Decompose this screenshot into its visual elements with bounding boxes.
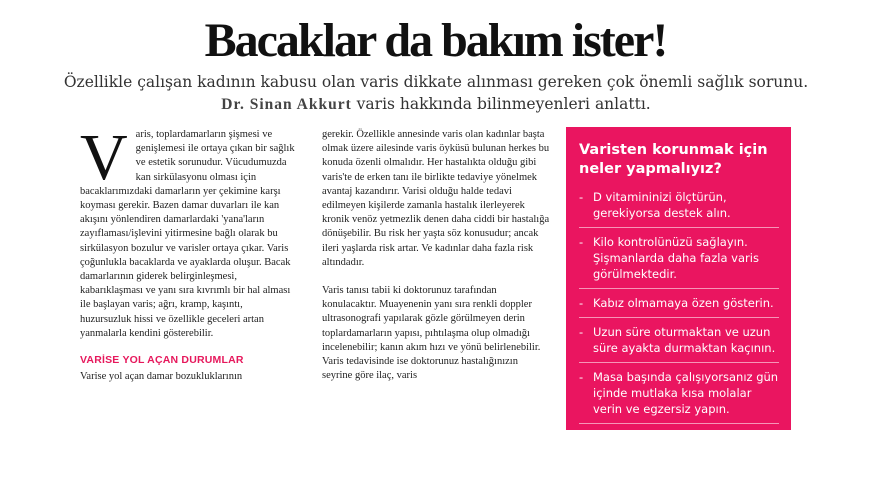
dash-bullet-icon: - — [579, 431, 584, 445]
paragraph: Varis tanısı tabii ki doktorunuz tarafından konulacaktır. Muayenenin yanı sıra renkli doppler ultrasonografi yapılarak gözle görülmeyen derin toplardamarların yapısı, pıhtılaşma olup olmadığı incelenebilir; kanın akım hızı ve yönü belirlenebilir. Varis tedavisinde ise doktorunuz hastalığınızın seyrine göre ilaç, varis — [322, 285, 541, 382]
body-column-1 — [80, 121, 295, 384]
list-item: - Kabız olmamaya özen gösterin. — [579, 295, 779, 318]
article-subtitle — [60, 71, 812, 116]
drop-cap: V — [80, 121, 128, 194]
article-title: Bacaklar da bakım ister! — [204, 14, 667, 67]
tips-list — [579, 189, 779, 484]
dash-bullet-icon: - — [579, 325, 584, 339]
section-heading: VARİSE YOL AÇAN DURUMLAR — [80, 354, 244, 367]
body-column-2 — [322, 128, 550, 383]
list-item: - D vitamininizi ölçtürün, gerekiyorsa destek alın. — [579, 189, 779, 228]
dash-bullet-icon: - — [579, 235, 584, 249]
paragraph: aris, toplardamarların şişmesi ve genişlemesi ile ortaya çıkan bir sağlık ve estetik sorunudur. Vücudumuzda kan sirkülasyonu olması için bacaklarımızdaki damarların yer çekimine karşı koyması gerekir. Bazen damar duvarları ile kan akışını yönlendiren damarlardaki 'yana'ların zayıflaması/işlevini yitirmesine bağlı olarak bu sirkülasyon bozulur ve varisler ortaya çıkar. Varis çoğunlukla bacaklarda ve ayaklarda oluşur. Bacak damarlarının giderek belirginleşmesi, kabarıklaşması ve yanı sıra kıvrımlı bir hal alması ile başlayan varis; ağrı, kramp, kaşıntı, huzursuzluk hissi ve özellikle geceleri artan yanmalarla kendini gösterebilir. — [80, 129, 295, 339]
paragraph: Varise yol açan damar bozukluklarının — [80, 371, 243, 383]
tips-sidebar — [566, 127, 791, 477]
list-item: - Topuklu ayakkabı kullanımını en aza indirgeyin ve özellikle yürürken rahat tabanlıklı bir — [579, 431, 777, 477]
author-name: Dr. Sinan Akkurt — [221, 96, 352, 113]
paragraph: gerekir. Özellikle annesinde varis olan kadınlar başta olmak üzere ailesinde varis öyküsü bulunan herkes bu konuda özenli olmalıdır. Her hastalıkta olduğu gibi varis'te de erken tanı ile birlikte tedaviye yönelmek avantaj kazandırır. Varisi olduğu halde tedavi edilmeyen kişilerde zamanla hastalık ilerleyerek kronik venöz yetmezlik denen daha ciddi bir hastalığa dönüşebilir. Bu risk her yaşta söz konusudur; ancak ileri yaşlarda risk artar. Ve kadınlar daha fazla risk altındadır. — [322, 129, 550, 268]
list-item: - Kilo kontrolünüzü sağlayın. Şişmanlarda daha fazla varis görülmektedir. — [579, 234, 779, 289]
dash-bullet-icon: - — [579, 190, 584, 204]
list-item: - Uzun süre oturmaktan ve uzun süre ayakta durmaktan kaçının. — [579, 324, 779, 363]
subtitle-lead: Özellikle çalışan kadının kabusu olan varis dikkate alınması gereken çok önemli sağlık sorunu. — [63, 73, 809, 91]
dash-bullet-icon: - — [579, 370, 584, 384]
list-item: - Masa başında çalışıyorsanız gün içinde mutlaka kısa molalar verin ve egzersiz yapın. — [579, 369, 779, 424]
sidebar-title: Varisten korunmak için neler yapmalıyız? — [579, 142, 768, 177]
dash-bullet-icon: - — [579, 296, 584, 310]
subtitle-tail: varis hakkında bilinmeyenleri anlattı. — [356, 95, 651, 113]
